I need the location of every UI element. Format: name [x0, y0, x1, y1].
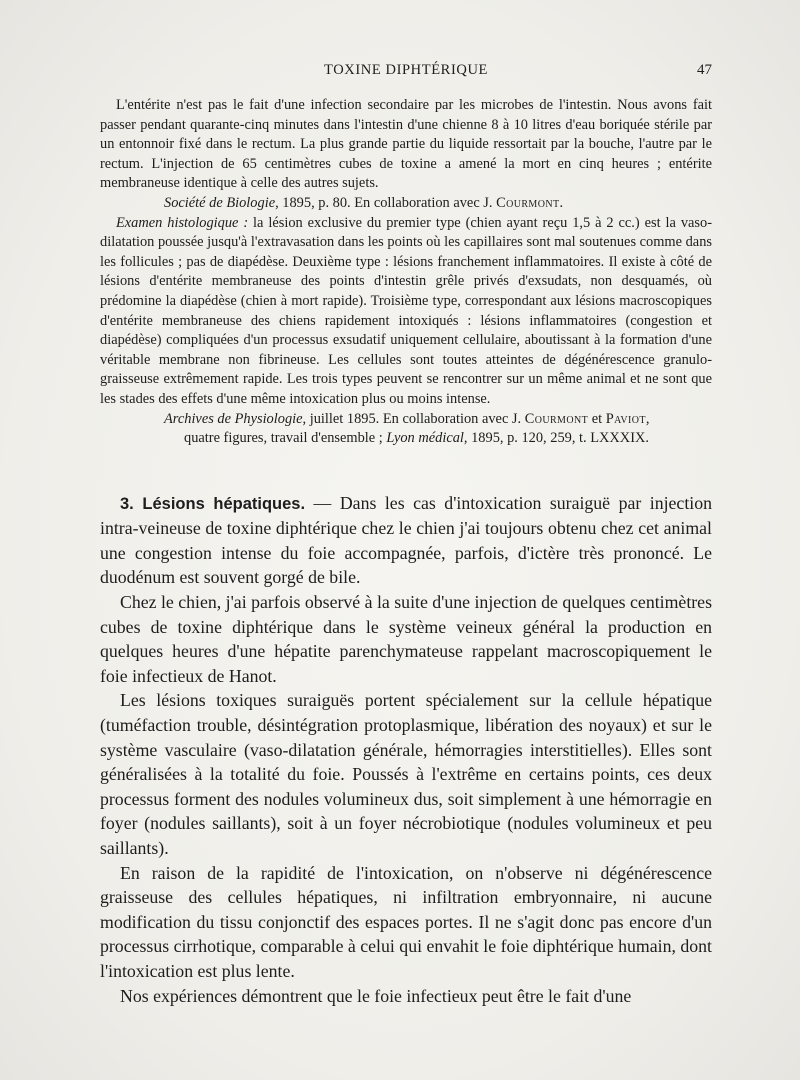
citation-societe-biologie: [100, 194, 712, 214]
large-text-block: [100, 491, 712, 1008]
section-heading: 3. Lésions hépatiques.: [120, 494, 306, 513]
citation-2-line2-b: , 1895, p. 120, 259, t. LXXXIX.: [463, 430, 649, 447]
citation-2-line2-a: quatre figures, travail d'ensemble ;: [184, 430, 387, 447]
paragraph-enterite: L'entérite n'est pas le fait d'une infection secondaire par les microbes de l'intestin. Nous avons fait passer pendant quarante-cinq minutes dans l'intestin d'une chienne 8 à 10 litres d'eau boriquée stérile par un entonnoir fixé dans le rectum. La plus grande partie du liquide ressortait par la bouche, l'autre par le rectum. L'injection de 65 centimètres cubes de toxine a amené la mort en cinq heures ; entérite membraneuse identique à celle des autres sujets.: [100, 97, 712, 192]
section-heading-rest: — Dans les cas d'intoxication suraiguë par injection intra-veineuse de toxine diphtérique chez le chien j'ai toujours obtenu chez cet animal une congestion intense du foie accompagnée, parfois, d'ictère très prononcé. Le duodénum est souvent gorgé de bile.: [100, 492, 712, 588]
citation-details: , 1895, p. 80. En collaboration avec J.: [275, 194, 497, 211]
citation-2-comma: ,: [645, 410, 650, 427]
running-title: TOXINE DIPHTÉRIQUE: [324, 62, 488, 78]
running-head: [100, 62, 712, 82]
citation-2-author-2: Paviot: [605, 410, 646, 427]
citation-2-details: , juillet 1895. En collaboration avec J.: [302, 410, 525, 427]
citation-archives-physiologie: [100, 410, 712, 449]
citation-2-and: et: [588, 410, 606, 427]
citation-society: Société de Biologie: [164, 194, 276, 211]
paragraph-intoxication: En raison de la rapidité de l'intoxication, on n'observe ni dégénérescence graisseuse des cellules hépatiques, ni infiltration embryonnaire, ni aucune modification du tissu conjonctif des espaces portes. Il ne s'agit donc pas encore d'un processus cirrhotique, comparable à celui qui envahit le foie diphtérique humain, dont l'intoxication est plus lente.: [100, 862, 712, 981]
histology-label: Examen histologique :: [116, 214, 249, 231]
small-text-block: [100, 96, 712, 449]
citation-author: Courmont: [496, 194, 560, 211]
citation-2-journal-2: Lyon médical: [386, 430, 464, 447]
paragraph-histologie: [100, 214, 712, 410]
citation-2-author-1: Courmont: [524, 410, 589, 427]
citation-journal: Archives de Physiologie: [164, 410, 303, 427]
citation-end: .: [559, 194, 564, 211]
citation-2-line-2: [148, 429, 712, 449]
histology-text: la lésion exclusive du premier type (chien ayant reçu 1,5 à 2 cc.) est la vaso-dilatation poussée jusqu'à l'extravasation dans les points où les capillaires sont mal soutenues comme dans les follicules ; pas de diapédèse. Deuxième type : lésions franchement inflammatoires. Il existe à côté de lésions d'entérite membraneuse des points d'intestin grêle privés d'exsudats, non desquamés, où prédomine la diapédèse (chien à mort rapide). Troisième type, correspondant aux lésions macroscopiques d'entérite membraneuse des chiens rapidement intoxiqués : lésions inflammatoires (congestion et diapédèse) compliquées d'un processus exsudatif uniquement cellulaire, aboutissant à la formation d'une véritable membrane non fibrineuse. Les cellules sont toutes atteintes de dégénérescence granulo-graisseuse extrêmement rapide. Les trois types peuvent se rencontrer sur un même animal et ne sont que les stades des effets d'une même intoxication plus ou moins intense.: [100, 214, 712, 407]
page-number: 47: [697, 62, 712, 78]
page-content: [100, 96, 712, 1008]
paragraph-lesions-hepatiques: [100, 491, 712, 590]
paragraph-lesions-toxiques: Les lésions toxiques suraiguës portent spécialement sur la cellule hépatique (tuméfaction trouble, désintégration protoplasmique, libération des noyaux) et sur le système vasculaire (vaso-dilatation générale, hémorragies interstitielles). Elles sont généralisées à la totalité du foie. Poussés à l'extrême en certains points, ces deux processus forment des nodules volumineux dus, soit simplement à une hémorragie en foyer (nodules saillants), soit à un foyer nécrobiotique (nodules volumineux et peu saillants).: [100, 690, 712, 858]
paragraph-experiences: Nos expériences démontrent que le foie infectieux peut être le fait d'une: [120, 985, 632, 1006]
paragraph-hepatite: Chez le chien, j'ai parfois observé à la suite d'une injection de quelques centimètres cubes de toxine diphtérique dans le système veineux général la production en quelques heures d'une hépatite parenchymateuse rappelant macroscopiquement le foie infectieux de Hanot.: [100, 592, 712, 686]
